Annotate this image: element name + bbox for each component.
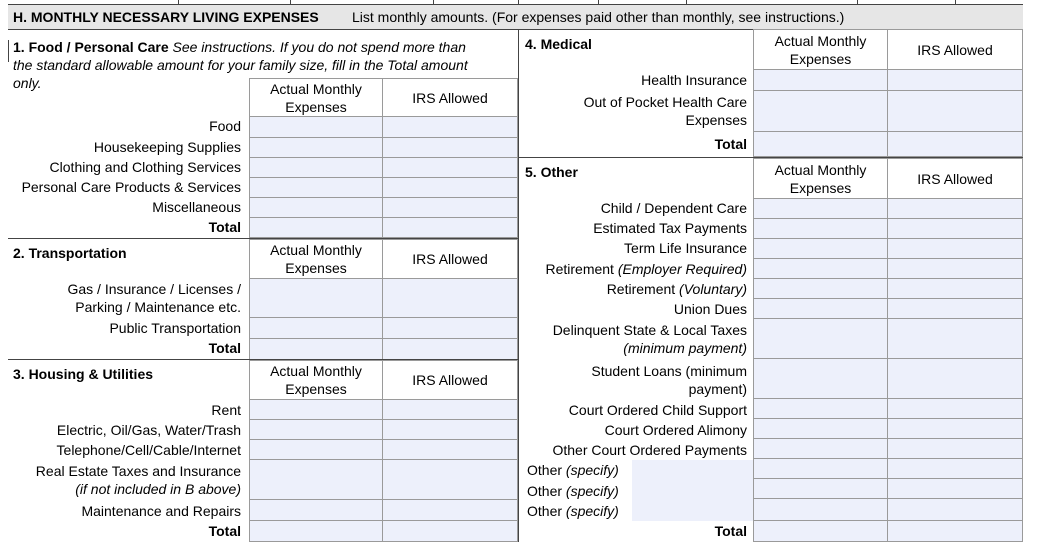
housing-title: 3. Housing & Utilities <box>13 366 154 382</box>
food-item: Housekeeping Supplies <box>93 139 241 155</box>
food-item: Clothing and Clothing Services <box>49 159 241 175</box>
medical-item: Expenses <box>685 112 747 128</box>
medical-actual-input[interactable] <box>753 69 888 91</box>
other-total-irs-input[interactable] <box>887 520 1023 542</box>
left-bracket <box>8 40 9 62</box>
housing-irs-input[interactable] <box>382 399 518 420</box>
housing-item: Telephone/Cell/Cable/Internet <box>56 442 241 458</box>
other-specify-label: Other (specify) <box>527 503 619 519</box>
other-actual-input[interactable] <box>753 438 888 459</box>
food-note-2: the standard allowable amount for your family size, fill in the Total amount <box>13 57 468 73</box>
other-item-retirement-employer: Retirement (Employer Required) <box>545 261 747 277</box>
housing-irs-input[interactable] <box>382 459 518 500</box>
other-actual-input[interactable] <box>753 318 888 359</box>
housing-irs-input[interactable] <box>382 499 518 521</box>
food-actual-input[interactable] <box>249 116 383 138</box>
other-irs-input[interactable] <box>887 398 1023 419</box>
other-actual-input[interactable] <box>753 238 888 259</box>
section-title: H. MONTHLY NECESSARY LIVING EXPENSES <box>13 9 319 25</box>
transport-item: Parking / Maintenance etc. <box>75 299 241 315</box>
food-irs-input[interactable] <box>382 157 518 178</box>
housing-item: Rent <box>211 402 241 418</box>
transport-item: Gas / Insurance / Licenses / <box>67 281 241 297</box>
other-item: Court Ordered Child Support <box>568 402 747 418</box>
medical-total-actual-input[interactable] <box>753 131 888 157</box>
other-irs-input[interactable] <box>887 298 1023 319</box>
other-irs-input[interactable] <box>887 498 1023 521</box>
other-irs-input[interactable] <box>887 258 1023 279</box>
medical-item: Out of Pocket Health Care <box>583 94 747 110</box>
other-actual-input[interactable] <box>753 358 888 399</box>
other-item: Term Life Insurance <box>624 240 747 256</box>
housing-actual-input[interactable] <box>249 439 383 460</box>
medical-irs-header: IRS Allowed <box>887 29 1023 70</box>
transport-actual-input[interactable] <box>249 317 383 339</box>
food-item: Personal Care Products & Services <box>21 179 241 195</box>
transport-item: Public Transportation <box>109 320 241 336</box>
other-actual-input[interactable] <box>753 198 888 219</box>
other-title: 5. Other <box>525 164 578 180</box>
other-actual-input[interactable] <box>753 218 888 239</box>
housing-total-irs-input[interactable] <box>382 520 518 542</box>
housing-total-actual-input[interactable] <box>249 520 383 542</box>
other-specify-label: Other (specify) <box>527 483 619 499</box>
housing-item: Electric, Oil/Gas, Water/Trash <box>56 422 241 438</box>
transport-total-irs-input[interactable] <box>382 338 518 360</box>
medical-title: 4. Medical <box>525 36 592 52</box>
other-irs-input[interactable] <box>887 478 1023 499</box>
other-item: Delinquent State & Local Taxes <box>552 322 747 338</box>
other-irs-header: IRS Allowed <box>887 158 1023 199</box>
food-actual-input[interactable] <box>249 137 383 158</box>
other-irs-input[interactable] <box>887 318 1023 359</box>
other-item-retirement-voluntary: Retirement (Voluntary) <box>606 281 747 297</box>
section-instructions: List monthly amounts. (For expenses paid other than monthly, see instructions.) <box>352 9 845 25</box>
other-irs-input[interactable] <box>887 358 1023 399</box>
other-irs-input[interactable] <box>887 198 1023 219</box>
food-note-3: only. <box>13 75 42 91</box>
other-item: Student Loans (minimum <box>591 363 747 379</box>
food-actual-input[interactable] <box>249 177 383 198</box>
other-irs-input[interactable] <box>887 238 1023 259</box>
food-irs-input[interactable] <box>382 116 518 138</box>
other-item: payment) <box>688 381 747 397</box>
housing-item-note: (if not included in B above) <box>75 481 241 497</box>
other-actual-input[interactable] <box>753 278 888 299</box>
other-actual-input[interactable] <box>753 398 888 419</box>
other-actual-input[interactable] <box>753 458 888 479</box>
housing-item: Real Estate Taxes and Insurance <box>35 463 241 479</box>
other-total-label: Total <box>714 523 747 539</box>
other-actual-input[interactable] <box>753 298 888 319</box>
food-total-irs-input[interactable] <box>382 217 518 238</box>
transport-total-label: Total <box>208 340 241 356</box>
other-irs-input[interactable] <box>887 418 1023 439</box>
food-actual-input[interactable] <box>249 157 383 178</box>
housing-actual-input[interactable] <box>249 399 383 420</box>
medical-item: Health Insurance <box>641 72 747 88</box>
housing-actual-input[interactable] <box>249 459 383 500</box>
food-irs-input[interactable] <box>382 177 518 198</box>
food-item: Food <box>209 118 241 134</box>
other-actual-header: Actual Monthly Expenses <box>753 158 888 199</box>
food-title: 1. Food / Personal Care <box>13 39 169 55</box>
food-actual-header: Actual Monthly Expenses <box>249 78 383 117</box>
transportation-title: 2. Transportation <box>13 245 127 261</box>
housing-total-label: Total <box>208 523 241 539</box>
transport-total-actual-input[interactable] <box>249 338 383 360</box>
other-item: Union Dues <box>673 301 747 317</box>
transport-irs-input[interactable] <box>382 317 518 339</box>
other-item: Child / Dependent Care <box>600 200 747 216</box>
transport-actual-input[interactable] <box>249 278 383 318</box>
other-irs-input[interactable] <box>887 438 1023 459</box>
medical-total-irs-input[interactable] <box>887 131 1023 157</box>
other-total-actual-input[interactable] <box>753 520 888 542</box>
transport-actual-header: Actual Monthly Expenses <box>249 239 383 279</box>
food-note-1: See instructions. If you do not spend more than <box>172 39 466 55</box>
food-item: Miscellaneous <box>152 199 241 215</box>
other-actual-input[interactable] <box>753 418 888 439</box>
housing-item: Maintenance and Repairs <box>81 503 241 519</box>
other-irs-input[interactable] <box>887 218 1023 239</box>
other-irs-input[interactable] <box>887 278 1023 299</box>
food-irs-header: IRS Allowed <box>382 78 518 117</box>
other-actual-input[interactable] <box>753 258 888 279</box>
transport-irs-input[interactable] <box>382 278 518 318</box>
food-irs-input[interactable] <box>382 197 518 218</box>
other-item: Court Ordered Alimony <box>604 422 747 438</box>
other-actual-input[interactable] <box>753 498 888 521</box>
other-specify-input[interactable] <box>632 460 754 521</box>
housing-irs-header: IRS Allowed <box>382 360 518 400</box>
food-total-actual-input[interactable] <box>249 217 383 238</box>
housing-actual-input[interactable] <box>249 419 383 440</box>
housing-irs-input[interactable] <box>382 419 518 440</box>
housing-irs-input[interactable] <box>382 439 518 460</box>
other-irs-input[interactable] <box>887 458 1023 479</box>
medical-actual-input[interactable] <box>753 90 888 132</box>
medical-total-label: Total <box>714 136 747 152</box>
housing-actual-header: Actual Monthly Expenses <box>249 360 383 400</box>
medical-irs-input[interactable] <box>887 90 1023 132</box>
other-actual-input[interactable] <box>753 478 888 499</box>
housing-actual-input[interactable] <box>249 499 383 521</box>
transport-irs-header: IRS Allowed <box>382 239 518 279</box>
food-irs-input[interactable] <box>382 137 518 158</box>
other-item-note: (minimum payment) <box>623 340 747 356</box>
other-item: Estimated Tax Payments <box>593 220 747 236</box>
other-item: Other Court Ordered Payments <box>552 442 747 458</box>
food-total-label: Total <box>208 219 241 235</box>
medical-actual-header: Actual Monthly Expenses <box>753 29 888 70</box>
medical-irs-input[interactable] <box>887 69 1023 91</box>
food-actual-input[interactable] <box>249 197 383 218</box>
middle-divider <box>518 29 519 542</box>
other-specify-label: Other (specify) <box>527 462 619 478</box>
